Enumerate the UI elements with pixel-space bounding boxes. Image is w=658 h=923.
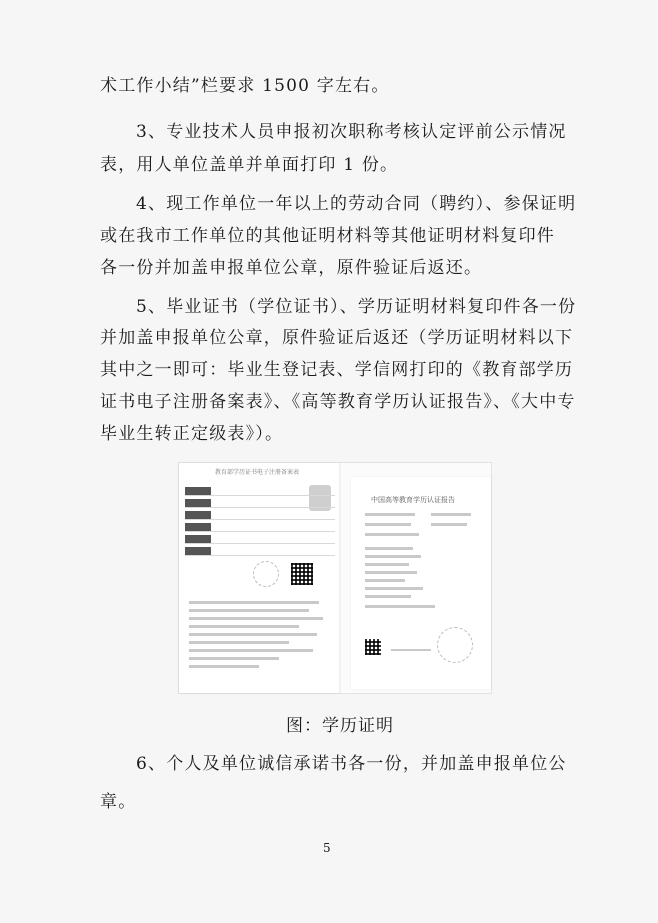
text-line — [189, 625, 299, 628]
seal-stamp — [253, 561, 279, 587]
paragraph-line: 各一份并加盖申报单位公章，原件验证后返还。 — [100, 258, 483, 278]
paragraph-line: 并加盖申报单位公章，原件验证后返还（学历证明材料以下 — [100, 328, 574, 348]
text-line — [365, 563, 409, 566]
paragraph-line: 章。 — [100, 792, 137, 812]
text-line — [431, 513, 471, 516]
paragraph-line: 术工作小结”栏要求 1500 字左右。 — [100, 76, 390, 96]
text-line — [189, 649, 313, 652]
paragraph-line: 或在我市工作单位的其他证明材料等其他证明材料复印件 — [100, 226, 555, 246]
form-label-cell — [185, 535, 211, 543]
text-line — [365, 595, 411, 598]
text-line — [189, 633, 317, 636]
page-number: 5 — [323, 841, 331, 855]
form-label-cell — [185, 487, 211, 495]
form-label-cell — [185, 547, 211, 555]
text-line — [189, 601, 319, 604]
text-line — [189, 609, 309, 612]
text-line — [365, 523, 411, 526]
text-line — [189, 617, 323, 620]
paragraph-line: 4、现工作单位一年以上的劳动合同（聘约）、参保证明 — [136, 194, 577, 214]
seal-stamp — [437, 627, 473, 663]
text-line — [365, 513, 415, 516]
text-line — [365, 605, 435, 608]
form-label-cell — [185, 499, 211, 507]
registration-form-title: 教育部学历证书电子注册备案表 — [215, 469, 300, 476]
paragraph-line: 3、专业技术人员申报初次职称考核认定评前公示情况 — [136, 122, 567, 142]
text-line — [365, 579, 405, 582]
text-line — [365, 587, 423, 590]
certification-report-image — [351, 477, 491, 689]
paragraph-line: 5、毕业证书（学位证书）、学历证明材料复印件各一份 — [136, 297, 577, 317]
education-certificate-figure — [178, 462, 492, 694]
paragraph-line: 表，用人单位盖单并单面打印 1 份。 — [100, 155, 399, 175]
text-line — [365, 547, 413, 550]
paragraph-line: 6、个人及单位诚信承诺书各一份，并加盖申报单位公 — [136, 754, 567, 774]
text-line — [189, 665, 259, 668]
figure-caption: 图：学历证明 — [286, 716, 394, 736]
text-line — [189, 657, 279, 660]
text-line — [431, 523, 467, 526]
paragraph-line: 其中之一即可：毕业生登记表、学信网打印的《教育部学历 — [100, 360, 574, 380]
registration-form-image — [179, 463, 340, 693]
qr-code-icon — [365, 639, 381, 655]
text-line — [391, 649, 431, 651]
paragraph-line: 毕业生转正定级表》）。 — [100, 424, 284, 444]
paragraph-line: 证书电子注册备案表》、《高等教育学历认证报告》、《大中专 — [100, 392, 576, 412]
text-line — [189, 641, 289, 644]
text-line — [365, 533, 419, 536]
certification-report-title: 中国高等教育学历认证报告 — [371, 496, 455, 504]
form-label-cell — [185, 511, 211, 519]
form-label-cell — [185, 523, 211, 531]
text-line — [365, 555, 421, 558]
qr-code-icon — [291, 563, 313, 585]
text-line — [365, 571, 417, 574]
